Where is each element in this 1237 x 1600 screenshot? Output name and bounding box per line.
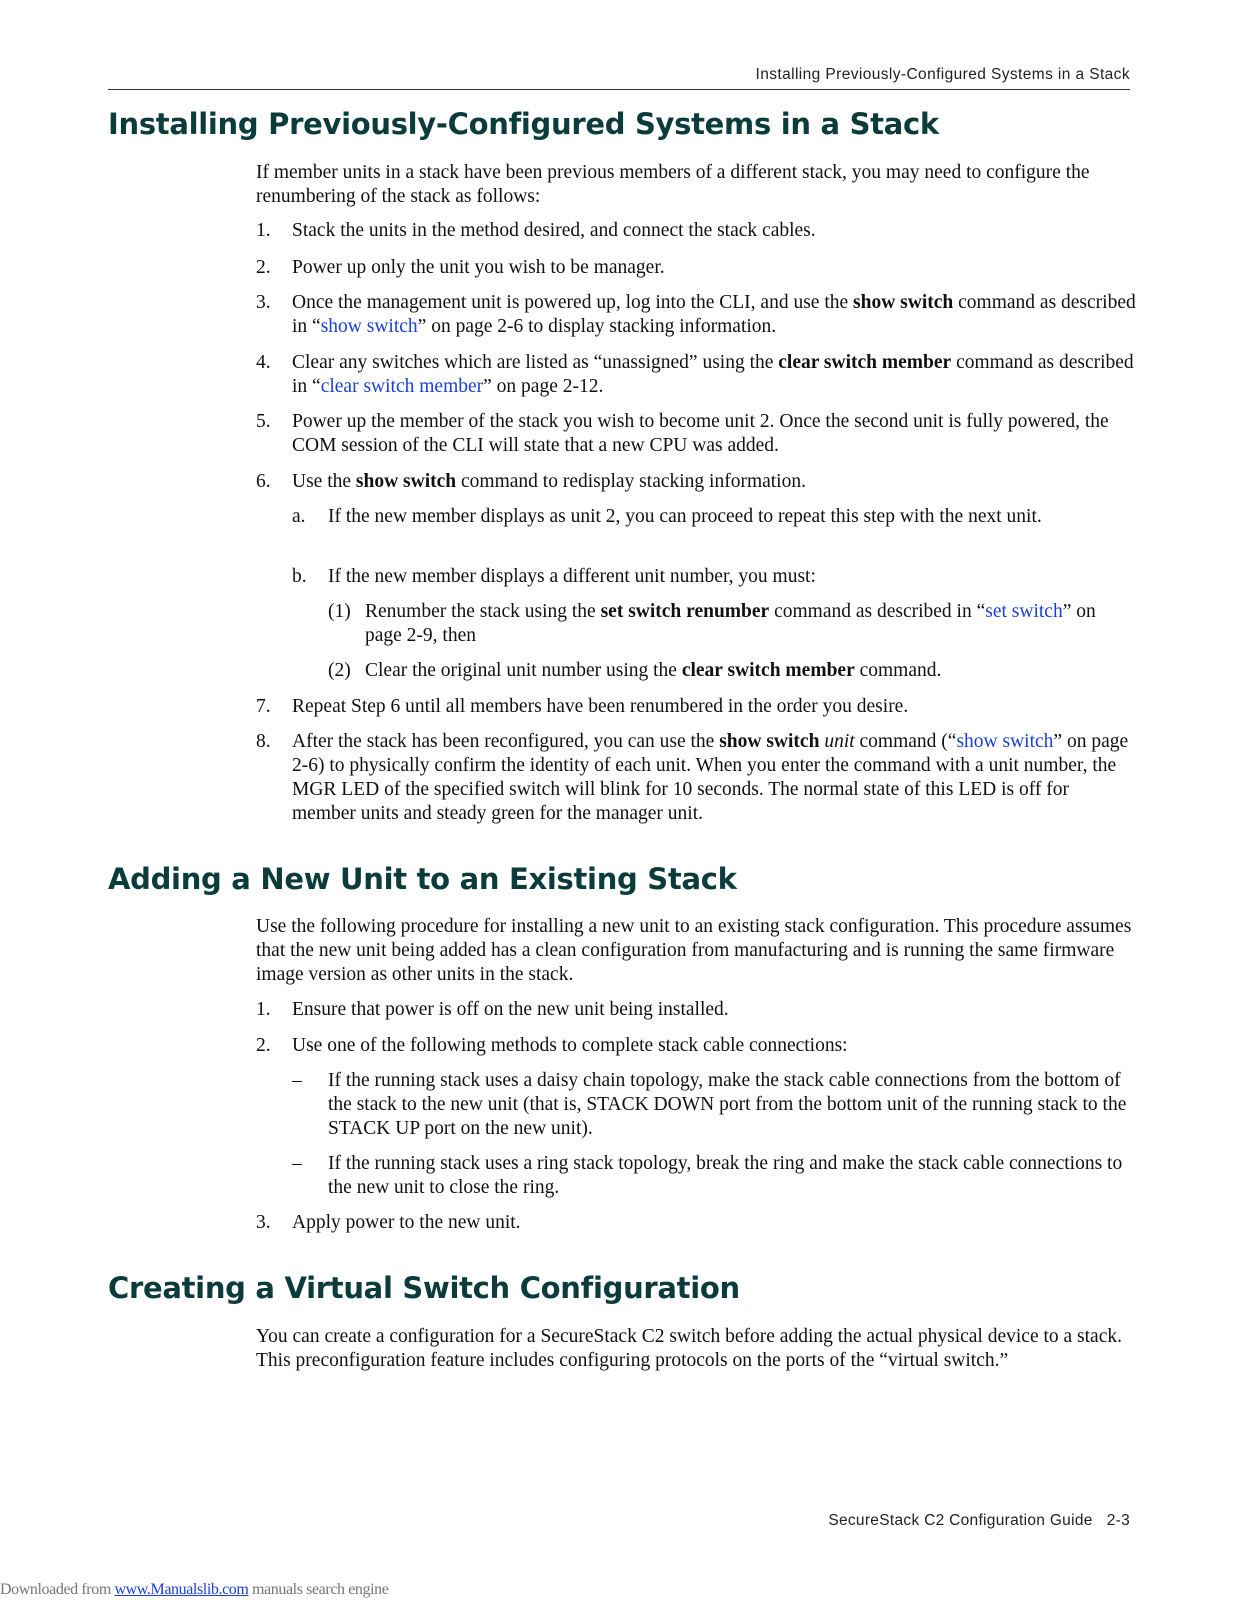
- command-name: set switch renumber: [600, 601, 770, 622]
- sub-list-item: [292, 565, 1136, 589]
- cross-reference-link[interactable]: show switch: [956, 731, 1054, 752]
- list-letter: b.: [292, 566, 307, 587]
- list-item: [256, 695, 1136, 719]
- download-prefix: Downloaded from: [0, 1581, 115, 1598]
- list-number: 3.: [256, 1212, 271, 1233]
- command-name: show switch: [355, 471, 457, 492]
- list-text: After the stack has been reconfigured, you can use the show switch unit command (“show switch” on page 2-6) to physically confirm the identity of each unit. When you enter the command with a unit number, the MGR LED of the specified switch will blink for 10 seconds. The normal state of this LED is off for member units and steady green for the manager unit.: [292, 731, 1129, 824]
- list-text: Use the show switch command to redisplay stacking information.: [292, 471, 806, 492]
- list-text: Renumber the stack using the set switch renumber command as described in “set switch” on page 2-9, then: [365, 601, 1096, 646]
- cross-reference-link[interactable]: clear switch member: [320, 376, 484, 397]
- list-item: [256, 730, 1136, 826]
- list-number: 1.: [256, 220, 271, 241]
- command-name: show switch: [853, 292, 954, 313]
- list-marker: (2): [328, 660, 351, 681]
- list-text: If the running stack uses a ring stack topology, break the ring and make the stack cable connections to the new unit to close the ring.: [328, 1153, 1123, 1198]
- cross-reference-link[interactable]: show switch: [320, 316, 418, 337]
- page-number: 2-3: [1106, 1512, 1130, 1529]
- list-text: Once the management unit is powered up, log into the CLI, and use the show switch command as described in “show switch” on page 2-6 to display stacking information.: [292, 292, 1136, 337]
- list-text: Ensure that power is off on the new unit being installed.: [292, 999, 729, 1020]
- section-heading: Adding a New Unit to an Existing Stack: [108, 862, 737, 896]
- bullet-item: [292, 1152, 1136, 1200]
- list-text: If the new member displays as unit 2, you can proceed to repeat this step with the next unit.: [328, 506, 1042, 527]
- list-number: 3.: [256, 292, 271, 313]
- bullet-item: [292, 1069, 1136, 1141]
- command-argument: unit: [824, 731, 855, 752]
- list-text: Apply power to the new unit.: [292, 1212, 521, 1233]
- manualslib-link[interactable]: www.Manualslib.com: [114, 1581, 249, 1598]
- running-header: Installing Previously-Configured Systems in a Stack: [108, 66, 1130, 90]
- dash-bullet: –: [292, 1070, 302, 1091]
- dash-bullet: –: [292, 1153, 302, 1174]
- list-number: 2.: [256, 1035, 271, 1056]
- list-text: Use one of the following methods to complete stack cable connections:: [292, 1035, 848, 1056]
- list-number: 1.: [256, 999, 271, 1020]
- list-text: Clear the original unit number using the clear switch member command.: [365, 660, 942, 681]
- list-marker: (1): [328, 601, 351, 622]
- section-intro: You can create a configuration for a SecureStack C2 switch before adding the actual physical device to a stack. This preconfiguration feature includes configuring protocols on the ports of the “virtual switch.”: [256, 1326, 1122, 1371]
- section-heading: Installing Previously-Configured Systems in a Stack: [108, 107, 939, 141]
- list-text: Stack the units in the method desired, and connect the stack cables.: [292, 220, 816, 241]
- list-number: 6.: [256, 471, 271, 492]
- section-heading: Creating a Virtual Switch Configuration: [108, 1271, 740, 1305]
- list-item: [256, 351, 1136, 399]
- list-text: Clear any switches which are listed as “unassigned” using the clear switch member command as described in “clear switch member” on page 2-12.: [292, 352, 1134, 397]
- list-text: If the running stack uses a daisy chain topology, make the stack cable connections from the bottom of the stack to the new unit (that is, STACK DOWN port from the bottom unit of the running stack to the STACK UP port on the new unit).: [328, 1070, 1127, 1139]
- download-suffix: manuals search engine: [248, 1581, 389, 1598]
- list-item: [256, 410, 1136, 458]
- command-name: clear switch member: [778, 352, 952, 373]
- cross-reference-link[interactable]: set switch: [985, 601, 1063, 622]
- download-notice: [0, 1581, 388, 1599]
- list-number: 7.: [256, 696, 271, 717]
- sub-list-item: [292, 505, 1136, 529]
- list-item: [256, 1211, 1136, 1235]
- list-text: Power up the member of the stack you wish to become unit 2. Once the second unit is fully powered, the COM session of the CLI will state that a new CPU was added.: [292, 411, 1109, 456]
- list-number: 4.: [256, 352, 271, 373]
- list-item: [256, 256, 1136, 280]
- guide-title: SecureStack C2 Configuration Guide: [828, 1512, 1093, 1529]
- list-text: If the new member displays a different unit number, you must:: [328, 566, 816, 587]
- list-item: [256, 291, 1136, 339]
- command-name: clear switch member: [681, 660, 855, 681]
- list-item: [256, 219, 1136, 243]
- page-footer: [600, 1512, 1130, 1530]
- list-number: 8.: [256, 731, 271, 752]
- section-intro: If member units in a stack have been previous members of a different stack, you may need to configure the renumbering of the stack as follows:: [256, 162, 1090, 207]
- list-number: 2.: [256, 257, 271, 278]
- sub-sub-list-item: [328, 600, 1136, 648]
- list-text: Repeat Step 6 until all members have been renumbered in the order you desire.: [292, 696, 909, 717]
- list-item: [256, 1034, 1136, 1058]
- list-item: [256, 998, 1136, 1022]
- list-text: Power up only the unit you wish to be manager.: [292, 257, 665, 278]
- sub-sub-list-item: [328, 659, 1136, 683]
- list-item: [256, 470, 1136, 494]
- list-number: 5.: [256, 411, 271, 432]
- command-name: show switch: [719, 731, 820, 752]
- section-intro: Use the following procedure for installing a new unit to an existing stack configuration. This procedure assumes that the new unit being added has a clean configuration from manufacturing and is running the same firmware image version as other units in the stack.: [256, 916, 1132, 985]
- list-letter: a.: [292, 506, 306, 527]
